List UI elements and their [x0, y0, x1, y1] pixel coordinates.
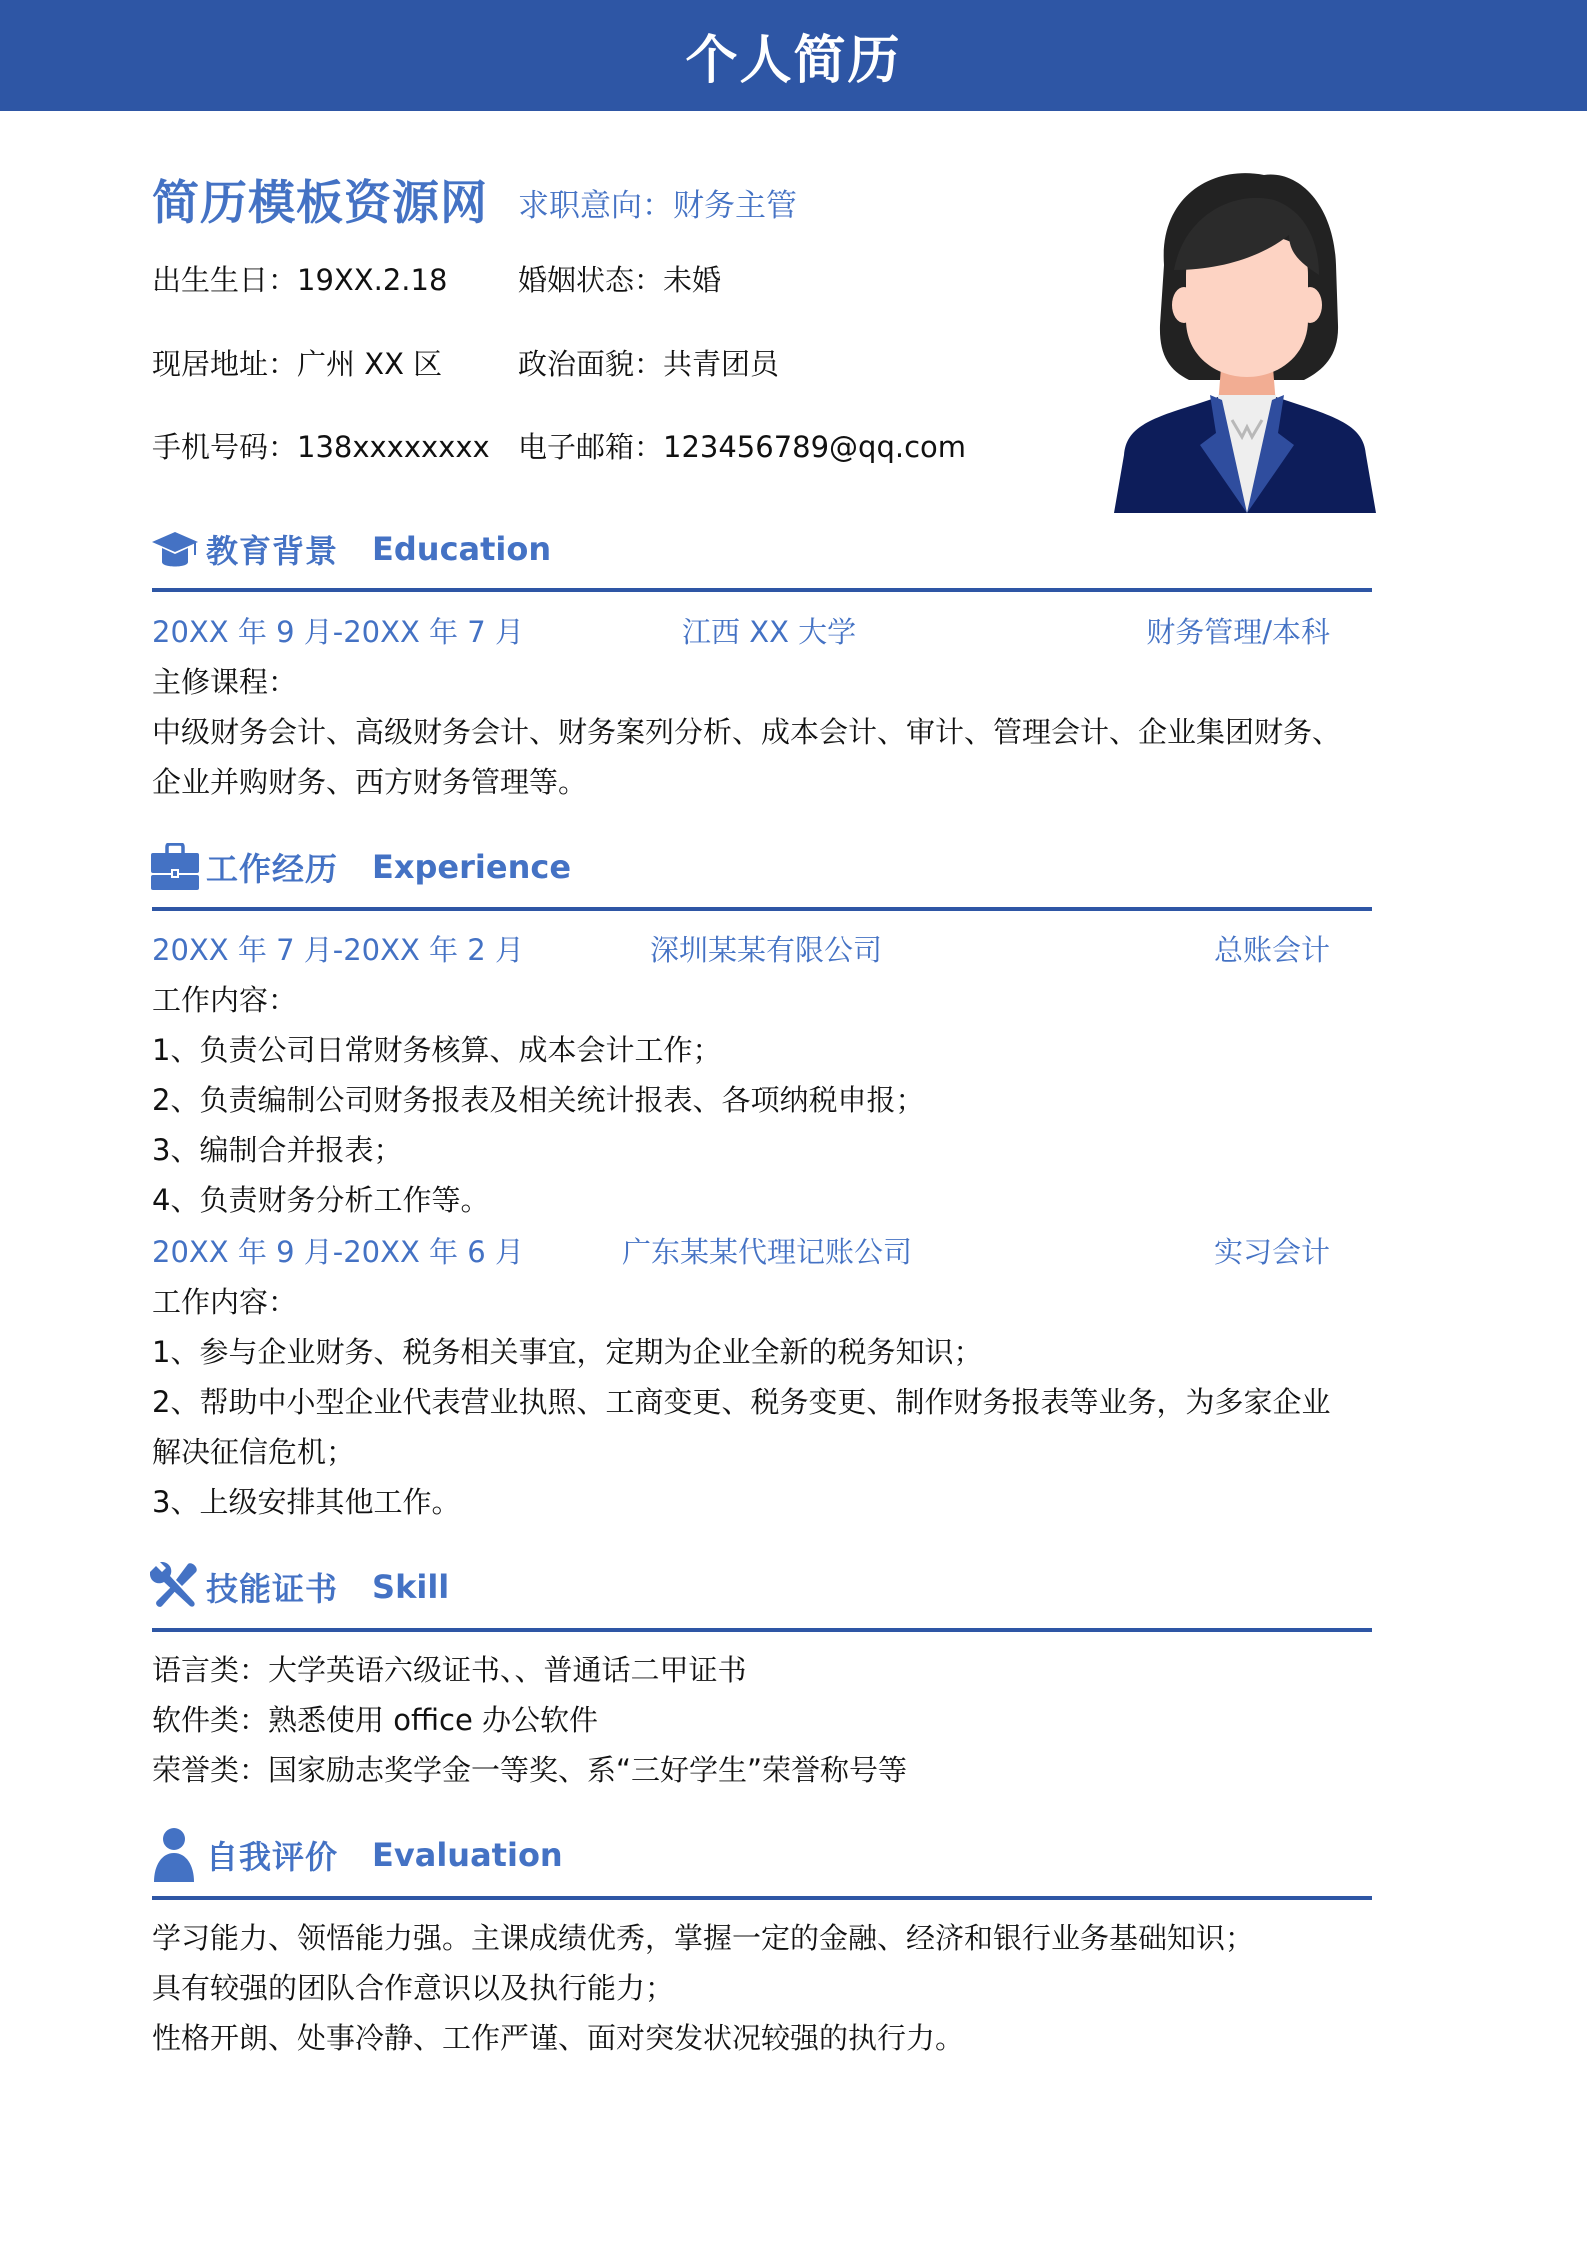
section-title-cn: 自我评价 [206, 1838, 339, 1876]
graduation-cap-icon [150, 524, 206, 574]
evaluation-item: 性格开朗、处事冷静、工作严谨、面对突发状况较强的执行力。 [152, 2021, 965, 2055]
section-evaluation-header [150, 1830, 563, 1880]
section-title-en: Experience [372, 848, 572, 886]
section-skill-header [150, 1562, 449, 1612]
company-name: 深圳某某有限公司 [650, 933, 883, 967]
briefcase-icon [150, 842, 206, 892]
job-period: 20XX 年 9 月-20XX 年 6 月 [152, 1235, 524, 1269]
section-divider [152, 907, 1372, 911]
education-period: 20XX 年 9 月-20XX 年 7 月 [152, 615, 524, 649]
experience-entry [152, 928, 1330, 968]
job-position: 实习会计 [1213, 1235, 1330, 1269]
skill-item: 荣誉类：国家励志奖学金一等奖、系“三好学生”荣誉称号等 [152, 1753, 908, 1787]
section-title-cn: 技能证书 [206, 1570, 339, 1608]
courses-label: 主修课程： [152, 665, 298, 699]
evaluation-item: 学习能力、领悟能力强。主课成绩优秀，掌握一定的金融、经济和银行业务基础知识； [152, 1921, 1255, 1955]
female-professional-avatar-icon [1114, 155, 1376, 513]
section-title-cn: 工作经历 [206, 850, 339, 888]
section-divider [152, 1896, 1372, 1900]
title-banner [0, 0, 1587, 111]
courses-line: 中级财务会计、高级财务会计、财务案列分析、成本会计、审计、管理会计、企业集团财务、 [152, 715, 1342, 749]
person-icon [150, 1830, 206, 1880]
address: 现居地址：广州 XX 区 [152, 347, 443, 381]
job-period: 20XX 年 7 月-20XX 年 2 月 [152, 933, 524, 967]
courses-line: 企业并购财务、西方财务管理等。 [152, 765, 588, 799]
candidate-name: 简历模板资源网 [152, 176, 488, 231]
school-name: 江西 XX 大学 [682, 615, 857, 649]
evaluation-item: 具有较强的团队合作意识以及执行能力； [152, 1971, 675, 2005]
marital-status: 婚姻状态：未婚 [518, 263, 722, 297]
job-objective: 求职意向：财务主管 [518, 188, 797, 224]
section-education-header [150, 524, 551, 574]
experience-entry [152, 1230, 1330, 1270]
work-item: 2、帮助中小型企业代表营业执照、工商变更、税务变更、制作财务报表等业务，为多家企业 [152, 1385, 1331, 1419]
work-item: 1、参与企业财务、税务相关事宜，定期为企业全新的税务知识； [152, 1335, 983, 1369]
section-title-cn: 教育背景 [206, 532, 339, 570]
section-title-en: Education [372, 530, 552, 568]
wrench-screwdriver-icon [150, 1562, 206, 1612]
work-content-label: 工作内容： [152, 1285, 298, 1319]
education-entry [152, 610, 1330, 650]
section-title-en: Evaluation [372, 1836, 563, 1874]
major-degree: 财务管理/本科 [1146, 615, 1330, 649]
job-position: 总账会计 [1213, 933, 1330, 967]
email: 电子邮箱：123456789@qq.com [518, 430, 967, 464]
work-item: 1、负责公司日常财务核算、成本会计工作； [152, 1033, 722, 1067]
section-experience-header [150, 842, 571, 892]
political-status: 政治面貌：共青团员 [518, 347, 780, 381]
work-item: 2、负责编制公司财务报表及相关统计报表、各项纳税申报； [152, 1083, 925, 1117]
work-item: 3、编制合并报表； [152, 1133, 403, 1167]
company-name: 广东某某代理记账公司 [622, 1235, 913, 1269]
section-divider [152, 1628, 1372, 1632]
phone-number: 手机号码：138xxxxxxxx [152, 430, 490, 464]
work-content-label: 工作内容： [152, 983, 298, 1017]
birth-date: 出生生日：19XX.2.18 [152, 263, 448, 297]
skill-item: 语言类：大学英语六级证书、、普通话二甲证书 [152, 1653, 747, 1687]
resume-title: 个人简历 [685, 31, 902, 91]
section-title-en: Skill [372, 1568, 450, 1606]
work-item: 3、上级安排其他工作。 [152, 1485, 461, 1519]
section-divider [152, 588, 1372, 592]
skill-item: 软件类：熟悉使用 office 办公软件 [152, 1703, 599, 1737]
work-item: 解决征信危机； [152, 1435, 356, 1469]
work-item: 4、负责财务分析工作等。 [152, 1183, 490, 1217]
avatar [1114, 155, 1376, 513]
